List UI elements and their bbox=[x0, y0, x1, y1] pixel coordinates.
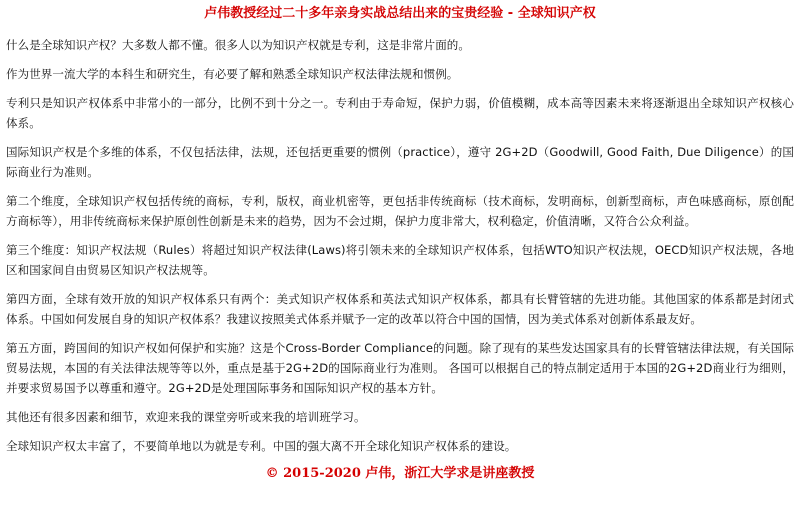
paragraph-patents-small-part: 专利只是知识产权体系中非常小的一部分，比例不到十分之一。专利由于寿命短，保护力弱，价值模糊，成本高等因素未来将逐渐退出全球知识产权核心体系。 bbox=[6, 96, 794, 130]
paragraph-fifth-aspect: 第五方面，跨国间的知识产权如何保护和实施？这是个Cross-Border Compliance的问题。除了现有的某些发达国家具有的长臂管辖法律法规，有关国际贸易法规，本国的有关法律法规等等以外，重点是基于2G+2D的国际商业行为准则。 各国可以根据自己的特点制定适用于本国的2G+2D商业行为细则，并要求贸易国予以尊重和遵守。2G+2D是处理国际事务和国际知识产权的基本方针。 bbox=[6, 341, 794, 395]
paragraph-third-dimension: 第三个维度：知识产权法规（Rules）将超过知识产权法律(Laws)将引领未来的全球知识产权体系，包括WTO知识产权法规，OECD知识产权法规，各地区和国家间自由贸易区知识产权法规等。 bbox=[6, 243, 794, 277]
paragraph-multidimensional-system: 国际知识产权是个多维的体系，不仅包括法律，法规，还包括更重要的惯例（practice），遵守 2G+2D（Goodwill, Good Faith, Due Diligence）的国际商业行为准则。 bbox=[6, 145, 794, 179]
paragraph-other-factors: 其他还有很多因素和细节，欢迎来我的课堂旁听或来我的培训班学习。 bbox=[6, 410, 366, 424]
paragraph-fourth-aspect: 第四方面，全球有效开放的知识产权体系只有两个：美式知识产权体系和英法式知识产权体系，都具有长臂管辖的先进功能。其他国家的体系都是封闭式体系。中国如何发展自身的知识产权体系？我建议按照美式体系并赋予一定的改革以符合中国的国情，因为美式体系对创新体系最友好。 bbox=[6, 292, 794, 326]
paragraph-what-is-ip: 什么是全球知识产权？大多数人都不懂。很多人以为知识产权就是专利，这是非常片面的。 bbox=[6, 38, 470, 52]
paragraph-conclusion: 全球知识产权太丰富了，不要简单地以为就是专利。中国的强大离不开全球化知识产权体系的建设。 bbox=[6, 439, 517, 453]
paragraph-students-need: 作为世界一流大学的本科生和研究生，有必要了解和熟悉全球知识产权法律法规和惯例。 bbox=[6, 67, 459, 81]
copyright-footer: © 2015-2020 卢伟，浙江大学求是讲座教授 bbox=[265, 466, 535, 481]
paragraph-second-dimension: 第二个维度，全球知识产权包括传统的商标，专利，版权，商业机密等，更包括非传统商标（技术商标，发明商标，创新型商标，声色味感商标，原创配方商标等），用非传统商标来保护原创性创新是未来的趋势，因为不会过期，保护力度非常大，权利稳定，价值清晰，又符合公众利益。 bbox=[6, 194, 794, 228]
page-title: 卢伟教授经过二十多年亲身实战总结出来的宝贵经验 - 全球知识产权 bbox=[204, 6, 596, 21]
